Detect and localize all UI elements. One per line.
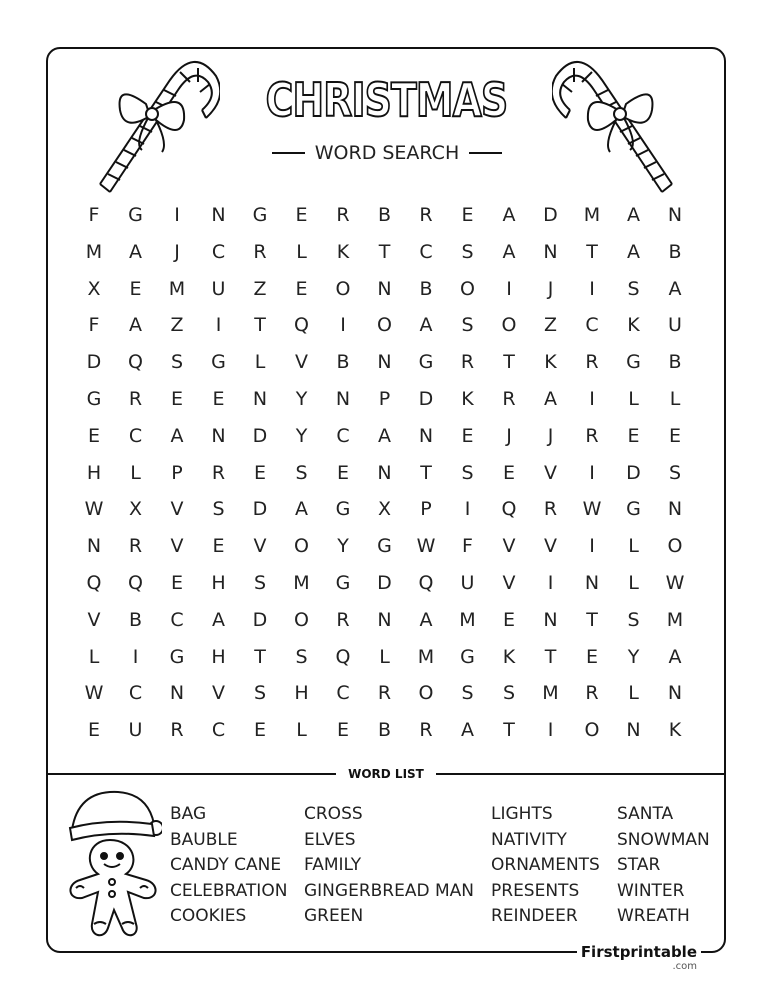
grid-cell[interactable]: E <box>295 277 308 300</box>
grid-cell[interactable]: N <box>377 277 392 300</box>
grid-cell[interactable]: I <box>215 314 222 337</box>
grid-cell[interactable]: R <box>502 388 516 410</box>
grid-cell[interactable]: V <box>87 608 101 631</box>
grid-cell[interactable]: I <box>547 719 554 742</box>
grid-cell[interactable]: S <box>212 498 225 521</box>
grid-cell[interactable]: K <box>544 351 557 374</box>
grid-cell[interactable]: P <box>171 461 183 484</box>
grid-cell[interactable]: I <box>589 388 595 410</box>
grid-cell[interactable]: V <box>295 351 308 374</box>
grid-cell[interactable]: R <box>128 388 143 410</box>
subtitle-row <box>256 140 518 166</box>
word-item: NATIVITY <box>491 829 567 850</box>
grid-cell[interactable]: S <box>253 682 267 705</box>
grid-cell[interactable]: E <box>461 424 474 447</box>
grid-cell[interactable]: L <box>628 535 639 558</box>
grid-cell[interactable]: D <box>543 204 558 226</box>
grid-cell[interactable]: C <box>336 682 350 705</box>
grid-cell[interactable]: E <box>295 204 308 226</box>
grid-cell[interactable]: D <box>86 351 102 374</box>
grid-cell[interactable]: C <box>211 719 226 742</box>
grid-cell[interactable]: V <box>212 682 225 705</box>
grid-cell[interactable]: Z <box>253 277 267 300</box>
grid-cell[interactable]: Q <box>335 645 351 668</box>
grid-cell[interactable]: M <box>583 204 601 226</box>
word-item: COOKIES <box>170 906 247 927</box>
grid-cell[interactable]: R <box>585 351 599 374</box>
grid-cell[interactable]: M <box>168 277 186 300</box>
grid-cell[interactable]: K <box>336 240 350 263</box>
grid-cell[interactable]: I <box>464 498 471 521</box>
grid-cell[interactable]: A <box>627 204 640 226</box>
word-item: CROSS <box>304 804 363 824</box>
grid-cell[interactable]: N <box>377 608 392 631</box>
grid-cell[interactable]: G <box>626 498 641 521</box>
grid-cell[interactable]: W <box>665 572 685 594</box>
grid-cell[interactable]: O <box>584 719 600 742</box>
grid-cell[interactable]: M <box>666 608 684 631</box>
grid-cell[interactable]: O <box>460 277 475 300</box>
word-item: FAMILY <box>304 855 362 876</box>
grid-cell[interactable]: S <box>295 461 308 484</box>
grid-cell[interactable]: J <box>547 277 554 300</box>
grid-cell[interactable]: E <box>336 719 349 742</box>
word-item: SNOWMAN <box>617 829 710 850</box>
grid-cell[interactable]: T <box>503 351 515 374</box>
grid-cell[interactable]: M <box>459 608 476 631</box>
word-item: WREATH <box>617 906 690 927</box>
grid-cell[interactable]: A <box>419 314 433 337</box>
grid-cell[interactable]: V <box>544 461 557 484</box>
word-item: GINGERBREAD MAN <box>304 880 474 901</box>
grid-cell[interactable]: R <box>419 204 433 226</box>
grid-cell[interactable]: T <box>378 240 391 263</box>
grid-cell[interactable]: G <box>335 572 351 594</box>
grid-cell[interactable]: E <box>502 461 515 484</box>
letter-grid <box>72 197 696 749</box>
grid-cell[interactable]: S <box>627 277 640 300</box>
word-list-label: WORD LIST <box>336 765 436 783</box>
grid-cell[interactable]: M <box>542 682 559 705</box>
grid-cell[interactable]: R <box>170 719 184 742</box>
grid-cell[interactable]: L <box>628 388 639 410</box>
grid-cell[interactable]: G <box>169 645 185 668</box>
grid-cell[interactable]: N <box>86 535 102 558</box>
grid-cell[interactable]: R <box>253 240 267 263</box>
grid-cell[interactable]: O <box>377 314 392 337</box>
grid-cell[interactable]: A <box>668 645 682 668</box>
word-item: BAG <box>170 804 207 824</box>
gingerbread-man-icon <box>58 784 162 944</box>
grid-cell[interactable]: H <box>211 645 226 668</box>
page-title: CHRISTMAS <box>265 73 508 127</box>
grid-cell[interactable]: N <box>211 424 226 447</box>
grid-cell[interactable]: B <box>668 240 682 263</box>
grid-cell[interactable]: B <box>377 204 392 226</box>
word-item: LIGHTS <box>491 804 553 824</box>
grid-cell[interactable]: B <box>419 277 433 300</box>
grid-cell[interactable]: R <box>211 461 226 484</box>
word-item: STAR <box>617 855 661 876</box>
grid-cell[interactable]: G <box>377 535 392 558</box>
grid-cell[interactable]: O <box>667 535 683 558</box>
grid-cell[interactable]: T <box>254 314 266 337</box>
grid-cell[interactable]: A <box>129 314 142 337</box>
grid-cell[interactable]: N <box>169 682 185 705</box>
grid-cell[interactable]: N <box>418 424 434 447</box>
grid-cell[interactable]: I <box>174 204 180 226</box>
grid-cell[interactable]: H <box>211 572 226 594</box>
grid-cell[interactable]: S <box>502 682 516 705</box>
grid-cell[interactable]: D <box>252 498 268 521</box>
word-item: REINDEER <box>491 906 578 927</box>
grid-cell[interactable]: A <box>378 424 391 447</box>
grid-cell[interactable]: S <box>668 461 682 484</box>
grid-cell[interactable]: L <box>296 240 307 263</box>
grid-cell[interactable]: E <box>253 461 266 484</box>
grid-cell[interactable]: U <box>668 314 682 337</box>
grid-cell[interactable]: B <box>336 351 350 374</box>
grid-cell[interactable]: E <box>170 572 183 594</box>
grid-cell[interactable]: C <box>170 608 184 631</box>
grid-cell[interactable]: I <box>506 277 512 300</box>
grid-cell[interactable]: C <box>585 314 599 337</box>
grid-cell[interactable]: C <box>336 424 350 447</box>
grid-cell[interactable]: E <box>170 388 183 410</box>
grid-cell[interactable]: G <box>252 204 268 226</box>
grid-cell[interactable]: R <box>419 719 433 742</box>
grid-cell[interactable]: T <box>503 719 515 742</box>
grid-cell[interactable]: C <box>419 240 433 263</box>
grid-cell[interactable]: U <box>211 277 226 300</box>
grid-cell[interactable]: G <box>460 645 475 668</box>
grid-cell[interactable]: S <box>461 240 474 263</box>
grid-cell[interactable]: D <box>626 461 641 484</box>
grid-cell[interactable]: E <box>461 204 474 226</box>
grid-cell[interactable]: V <box>544 535 557 558</box>
grid-cell[interactable]: L <box>628 682 639 705</box>
word-item: ORNAMENTS <box>491 855 600 876</box>
grid-cell[interactable]: W <box>84 498 104 521</box>
grid-cell[interactable]: M <box>85 240 103 263</box>
grid-cell[interactable]: P <box>378 388 391 410</box>
grid-cell[interactable]: D <box>377 572 392 594</box>
grid-cell[interactable]: A <box>461 719 474 742</box>
grid-cell[interactable]: E <box>627 424 640 447</box>
grid-cell[interactable]: F <box>88 314 100 337</box>
grid-cell[interactable]: C <box>211 240 226 263</box>
subtitle-rule-right <box>469 152 502 154</box>
grid-cell[interactable]: Q <box>501 498 517 521</box>
grid-cell[interactable]: L <box>88 645 100 668</box>
grid-cell[interactable]: L <box>254 351 266 374</box>
page-subtitle: WORD SEARCH <box>314 142 460 164</box>
grid-cell[interactable]: L <box>628 572 639 594</box>
grid-cell[interactable]: S <box>253 572 267 594</box>
grid-cell[interactable]: U <box>128 719 143 742</box>
grid-cell[interactable]: A <box>129 240 142 263</box>
grid-cell[interactable]: Q <box>128 572 143 594</box>
grid-cell[interactable]: A <box>544 388 557 410</box>
grid-cell[interactable]: M <box>293 572 310 594</box>
grid-cell[interactable]: Y <box>295 424 308 447</box>
grid-cell[interactable]: S <box>461 461 474 484</box>
grid-cell[interactable]: Q <box>294 314 309 337</box>
grid-cell[interactable]: L <box>379 645 390 668</box>
grid-cell[interactable]: L <box>130 461 141 484</box>
grid-cell[interactable]: C <box>128 424 143 447</box>
grid-cell[interactable]: E <box>129 277 142 300</box>
grid-cell[interactable]: Q <box>128 351 143 374</box>
word-item: WINTER <box>617 880 685 901</box>
grid-cell[interactable]: N <box>584 572 600 594</box>
grid-cell[interactable]: A <box>502 204 516 226</box>
grid-cell[interactable]: I <box>340 314 346 337</box>
word-item: SANTA <box>617 804 674 824</box>
word-column-1 <box>170 802 287 930</box>
grid-cell[interactable]: Q <box>418 572 434 594</box>
brand-logo: Firstprintable <box>577 943 701 961</box>
grid-cell[interactable]: S <box>461 682 474 705</box>
grid-cell[interactable]: R <box>585 682 599 705</box>
grid-cell[interactable]: E <box>212 535 225 558</box>
grid-cell[interactable]: X <box>87 277 101 300</box>
grid-cell[interactable]: I <box>547 572 554 594</box>
grid-cell[interactable]: T <box>544 645 557 668</box>
grid-cell[interactable]: F <box>88 204 100 226</box>
grid-cell[interactable]: C <box>128 682 143 705</box>
grid-cell[interactable]: N <box>335 388 351 410</box>
grid-cell[interactable]: I <box>589 461 595 484</box>
grid-cell[interactable]: E <box>585 645 598 668</box>
grid-cell[interactable]: R <box>460 351 475 374</box>
grid-cell[interactable]: Y <box>627 645 640 668</box>
grid-cell[interactable]: E <box>87 424 100 447</box>
word-column-4 <box>617 802 710 930</box>
grid-cell[interactable]: R <box>128 535 143 558</box>
grid-cell[interactable]: A <box>627 240 640 263</box>
grid-cell[interactable]: J <box>547 424 554 447</box>
grid-cell[interactable]: A <box>502 240 516 263</box>
word-item: CELEBRATION <box>170 880 288 901</box>
grid-cell[interactable]: N <box>626 719 641 742</box>
word-item: ELVES <box>304 829 356 850</box>
grid-cell[interactable]: K <box>502 645 516 668</box>
grid-cell[interactable]: N <box>377 461 392 484</box>
grid-cell[interactable]: O <box>501 314 517 337</box>
grid-cell[interactable]: Z <box>543 314 558 337</box>
grid-cell[interactable]: X <box>377 498 392 521</box>
grid-cell[interactable]: G <box>626 351 641 374</box>
grid-cell[interactable]: G <box>86 388 102 410</box>
grid-cell[interactable]: W <box>416 535 436 558</box>
grid-cell[interactable]: S <box>461 314 474 337</box>
word-column-2 <box>304 802 474 930</box>
grid-cell[interactable]: O <box>418 682 434 705</box>
grid-cell[interactable]: J <box>506 424 512 447</box>
grid-cell[interactable]: J <box>174 240 180 263</box>
word-item: GREEN <box>304 906 364 927</box>
grid-cell[interactable]: K <box>668 719 682 742</box>
grid-cell[interactable]: X <box>128 498 143 521</box>
grid-cell[interactable]: P <box>420 498 432 521</box>
grid-cell[interactable]: R <box>336 204 350 226</box>
grid-cell[interactable]: N <box>252 388 268 410</box>
grid-cell[interactable]: B <box>668 351 682 374</box>
grid-cell[interactable]: N <box>377 351 392 374</box>
grid-cell[interactable]: U <box>460 572 475 594</box>
grid-cell[interactable]: O <box>294 535 309 558</box>
grid-cell[interactable]: R <box>377 682 392 705</box>
grid-cell[interactable]: Z <box>170 314 184 337</box>
grid-cell[interactable]: N <box>211 204 226 226</box>
grid-cell[interactable]: N <box>543 240 558 263</box>
grid-cell[interactable]: V <box>502 572 516 594</box>
grid-cell[interactable]: G <box>211 351 226 374</box>
grid-cell[interactable]: H <box>86 461 102 484</box>
grid-cell[interactable]: I <box>132 645 139 668</box>
grid-cell[interactable]: D <box>252 608 268 631</box>
word-item: PRESENTS <box>491 880 580 901</box>
word-item: BAUBLE <box>170 829 238 850</box>
subtitle-rule-left <box>272 152 305 154</box>
grid-cell[interactable]: E <box>502 608 515 631</box>
grid-cell[interactable]: I <box>589 535 595 558</box>
grid-cell[interactable]: M <box>417 645 435 668</box>
grid-cell[interactable]: R <box>585 424 599 447</box>
grid-cell[interactable]: V <box>253 535 267 558</box>
grid-cell[interactable]: T <box>586 608 598 631</box>
grid-cell[interactable]: D <box>252 424 268 447</box>
grid-cell[interactable]: G <box>128 204 143 226</box>
grid-cell[interactable]: Q <box>86 572 102 594</box>
grid-cell[interactable]: B <box>377 719 392 742</box>
grid-cell[interactable]: R <box>543 498 558 521</box>
grid-cell[interactable]: K <box>627 314 640 337</box>
grid-cell[interactable]: R <box>336 608 350 631</box>
grid-cell[interactable]: A <box>212 608 225 631</box>
grid-cell[interactable]: K <box>461 388 474 410</box>
grid-cell[interactable]: O <box>335 277 351 300</box>
word-column-3 <box>491 802 600 930</box>
grid-cell[interactable]: N <box>667 682 683 705</box>
grid-cell[interactable]: A <box>170 424 184 447</box>
grid-cell[interactable]: A <box>419 608 433 631</box>
grid-cell[interactable]: W <box>582 498 602 521</box>
grid-cell[interactable]: N <box>667 204 683 226</box>
grid-cell[interactable]: N <box>543 608 558 631</box>
grid-cell[interactable]: S <box>627 608 640 631</box>
grid-cell[interactable]: V <box>170 535 184 558</box>
grid-cell[interactable]: E <box>212 388 225 410</box>
word-item: CANDY CANE <box>170 855 282 876</box>
grid-cell[interactable]: S <box>295 645 308 668</box>
grid-cell[interactable]: O <box>294 608 309 631</box>
grid-cell[interactable]: E <box>668 424 681 447</box>
grid-cell[interactable]: L <box>669 388 681 410</box>
grid-cell[interactable]: W <box>84 682 104 705</box>
grid-cell[interactable]: Y <box>337 535 349 558</box>
grid-cell[interactable]: T <box>586 240 598 263</box>
grid-cell[interactable]: E <box>253 719 266 742</box>
grid-cell[interactable]: S <box>170 351 184 374</box>
grid-cell[interactable]: N <box>667 498 683 521</box>
grid-cell[interactable]: G <box>418 351 434 374</box>
grid-cell[interactable]: D <box>418 388 434 410</box>
grid-cell[interactable]: T <box>420 461 432 484</box>
grid-cell[interactable]: E <box>87 719 100 742</box>
grid-cell[interactable]: G <box>335 498 351 521</box>
grid-cell[interactable]: V <box>170 498 184 521</box>
brand-domain: .com <box>672 961 697 972</box>
grid-cell[interactable]: Y <box>295 388 308 410</box>
grid-cell[interactable]: T <box>254 645 266 668</box>
grid-cell[interactable]: F <box>462 535 473 558</box>
grid-cell[interactable]: A <box>668 277 682 300</box>
grid-cell[interactable]: B <box>128 608 143 631</box>
grid-cell[interactable]: V <box>502 535 516 558</box>
grid-cell[interactable]: L <box>296 719 307 742</box>
grid-cell[interactable]: I <box>589 277 595 300</box>
grid-cell[interactable]: E <box>336 461 349 484</box>
grid-cell[interactable]: H <box>294 682 309 705</box>
grid-cell[interactable]: A <box>295 498 308 521</box>
